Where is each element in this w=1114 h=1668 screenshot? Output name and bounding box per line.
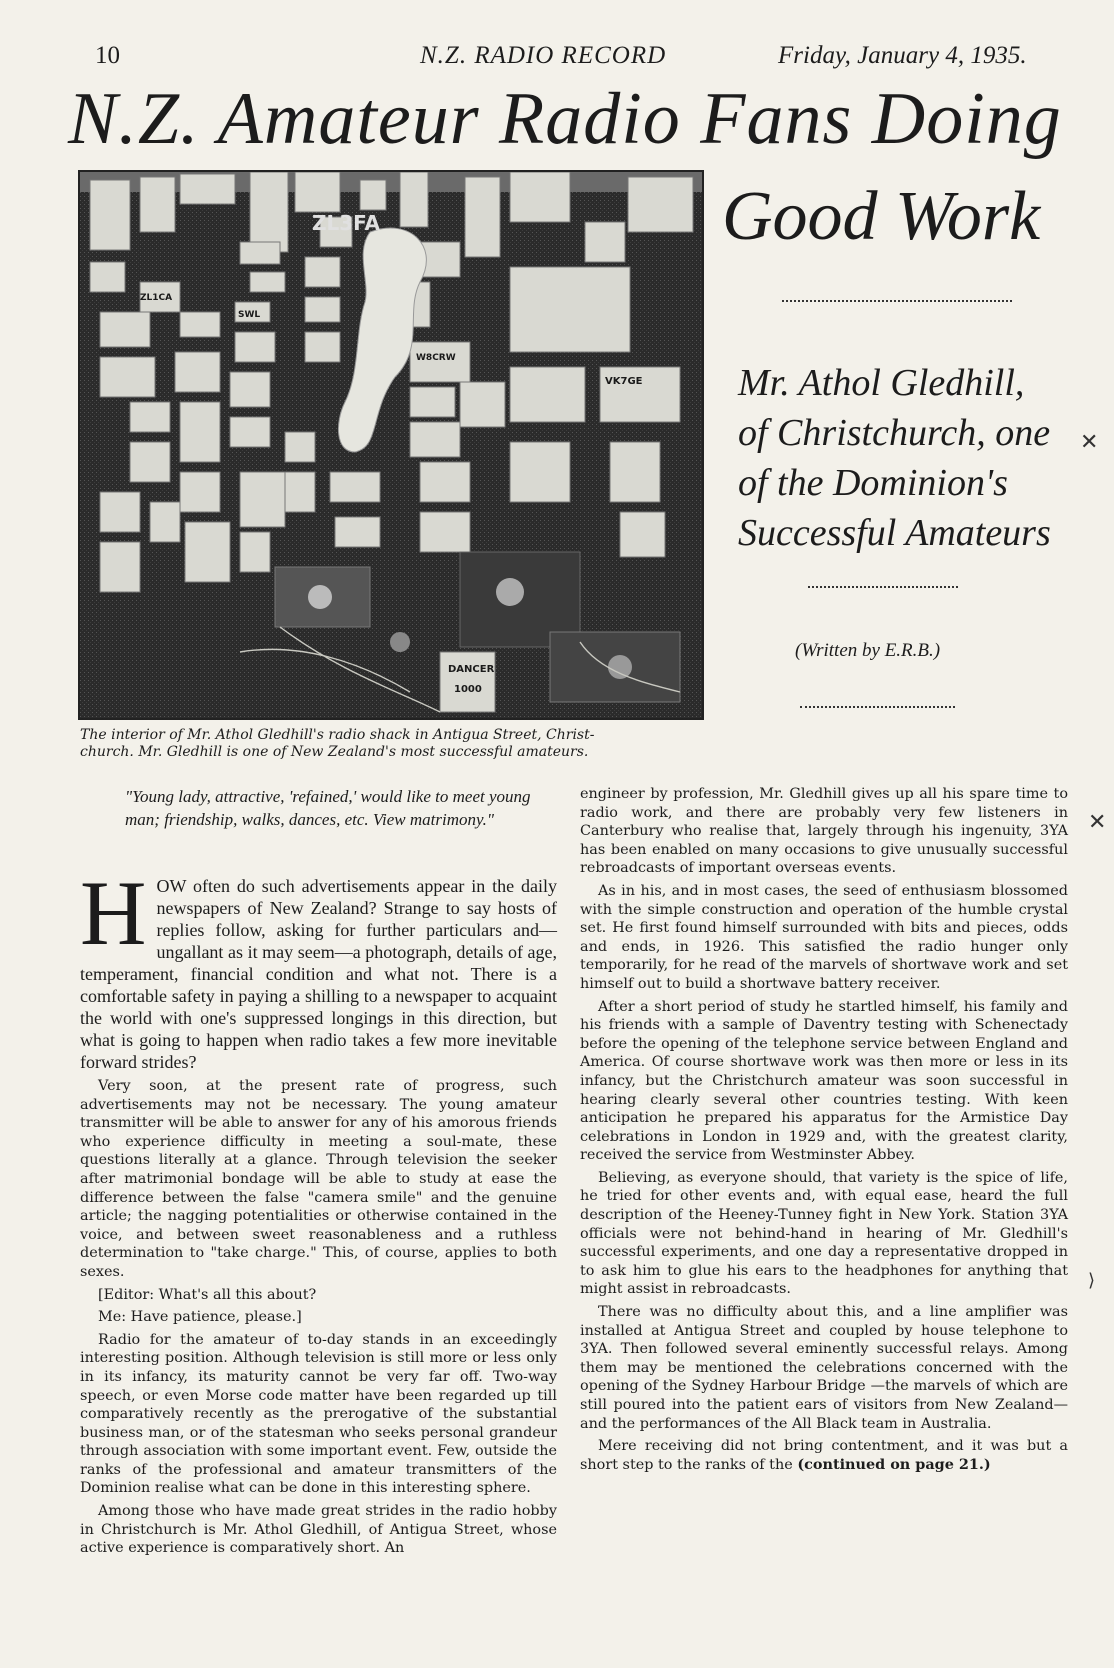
article-paragraph <box>580 1437 1068 1474</box>
paragraph-text: OW often do such advertisements appear in the daily newspapers of New Zealand? Strange to say hosts of replies follow, asking for further particulars and—ungallant as it may seem—a photograph, details of age, temperament, financial condition and what not. There is a comfortable safety in paying a shilling to a newspaper to acquaint the world with one's suppressed longings in this direction, but what is going to happen when radio takes a few more inevitable forward strides? <box>80 876 557 1072</box>
photo-sign-callsign: ZL3FA <box>312 211 381 235</box>
subheading-line: Mr. Athol Gledhill, <box>738 362 1025 404</box>
article-paragraph: Believing, as everyone should, that variety is the spice of life, he tried for other events and, with equal ease, heard the full description of the Heeney-Tunney fight in New York. Station 3YA officials were not behind-hand in hearing of Mr. Gledhill's successful experiments, and one day a representative dropped in to ask him to glue his ears to the headphones for anything that might assist in rebroadcasts. <box>580 1169 1068 1298</box>
subheading-line: of Christchurch, one <box>738 412 1051 454</box>
divider-rule <box>808 586 958 588</box>
article-paragraph: After a short period of study he startled himself, his family and his friends with a sample of Daventry testing with Schenectady before the opening of the telephone service between England and America. Of course shortwave work was then more or less in its infancy, but the Christchurch amateur was soon successful in hearing clearly several other countries testing. With keen anticipation he prepared his apparatus for the Armistice Day celebrations in London in 1929 and, with the greatest clarity, received the service from Westminster Abbey. <box>580 998 1068 1164</box>
radio-shack-photo-illustration <box>80 172 702 718</box>
drop-cap: H <box>80 862 147 964</box>
byline: (Written by E.R.B.) <box>795 640 941 661</box>
article-paragraph: There was no difficulty about this, and a line amplifier was installed at Antigua Street and coupled by house telephone to 3YA. Then followed several eminently successful relays. Among them may be mentioned the celebrations concerned with the opening of the Sydney Harbour Bridge —the marvels of which are still poured into the patient ears of visitors from New Zealand—and the performances of the All Black team in Australia. <box>580 1304 1068 1432</box>
photo-sign-w8crw: W8CRW <box>416 353 456 363</box>
editor-aside: [Editor: What's all this about? <box>98 1286 317 1303</box>
radio-shack-photo <box>78 170 704 720</box>
photo-sign-swl: SWL <box>238 310 261 320</box>
continued-note: (continued on page 21.) <box>797 1455 991 1473</box>
headline-line-1: N.Z. Amateur Radio Fans Doing <box>68 78 1062 160</box>
margin-blemish-icon: ✕ <box>1080 430 1099 455</box>
caption-line: church. Mr. Gledhill is one of New Zealand's most successful amateurs. <box>80 744 589 760</box>
opening-quote: "Young lady, attractive, 'refained,' would like to meet young man; friendship, walks, dances, etc. View matrimony." <box>125 787 531 829</box>
article-paragraph: engineer by profession, Mr. Gledhill gives up all his spare time to radio work, and there are probably very few listeners in Canterbury who realise that, largely through his ingenuity, 3YA has been enabled on many occasions to give unusually successful rebroadcasts of important overseas events. <box>580 786 1068 877</box>
photo-sign-1000: 1000 <box>454 684 482 695</box>
margin-blemish-icon: ✕ <box>1088 810 1107 835</box>
article-paragraph: Radio for the amateur of to-day stands in an exceedingly interesting position. Although television is still more or less only in its infancy, its maturity cannot be very far off. Two-way speech, or even Morse code matter have been regarded up till comparatively recently as the prerogative of the substantial business man, or of the statesman who seeks personal grandeur through association with some important event. Few, outside the ranks of the professional and amateur transmitters of the Dominion realise what can be done in this interesting sphere. <box>80 1331 557 1497</box>
article-paragraph: Very soon, at the present rate of progress, such advertisements may not be necessary. The young amateur transmitter will be able to answer for any of his amorous friends who experience difficulty in meeting a soul-mate, these questions literally at a glance. Through television the seeker after matrimonial bondage will be able to study at ease the difference between the false "camera smile" and the genuine article; the nagging potentialities or otherwise contained in the voice, and between sweet reasonableness and a ruthless determination to "take charge." This, of course, applies to both sexes. <box>80 1078 557 1280</box>
article-paragraph: Among those who have made great strides in the radio hobby in Christchurch is Mr. Athol Gledhill, of Antigua Street, whose active experience is comparatively short. An <box>80 1503 557 1557</box>
subheading-line: Successful Amateurs <box>738 512 1051 554</box>
caption-line: The interior of Mr. Athol Gledhill's radio shack in Antigua Street, Christ- <box>80 727 595 743</box>
photo-caption <box>80 727 730 761</box>
photo-sign-zl1ca: ZL1CA <box>140 293 173 303</box>
article-column-left <box>80 862 557 1562</box>
subheading-line: of the Dominion's <box>738 462 1008 504</box>
article-paragraph: As in his, and in most cases, the seed of enthusiasm blossomed with the simple construction and operation of the humble crystal set. He first found himself surrounded with bits and pieces, odds and ends, in 1926. This satisfied the radio hunger only temporarily, for he read of the marvels of shortwave work and set himself out to build a shortwave battery receiver. <box>580 882 1068 992</box>
editor-aside: Me: Have patience, please.] <box>98 1309 302 1326</box>
article-column-right <box>580 785 1068 1478</box>
page-number: 10 <box>95 42 120 69</box>
photo-sign-vk7ge: VK7GE <box>605 376 643 387</box>
publication-name: N.Z. RADIO RECORD <box>420 42 667 69</box>
divider-rule <box>800 706 955 708</box>
headline-line-2: Good Work <box>722 178 1041 255</box>
margin-blemish-icon: ⟩ <box>1088 1270 1096 1291</box>
paragraph-text: Mere receiving did not bring contentment, and it was but a short step to the ranks of the <box>580 1438 1068 1473</box>
photo-sign-dancer: DANCER <box>448 664 495 675</box>
subheading <box>738 358 1058 558</box>
article-paragraph <box>80 862 557 1073</box>
divider-rule <box>782 300 1012 302</box>
issue-date: Friday, January 4, 1935. <box>778 42 1027 69</box>
